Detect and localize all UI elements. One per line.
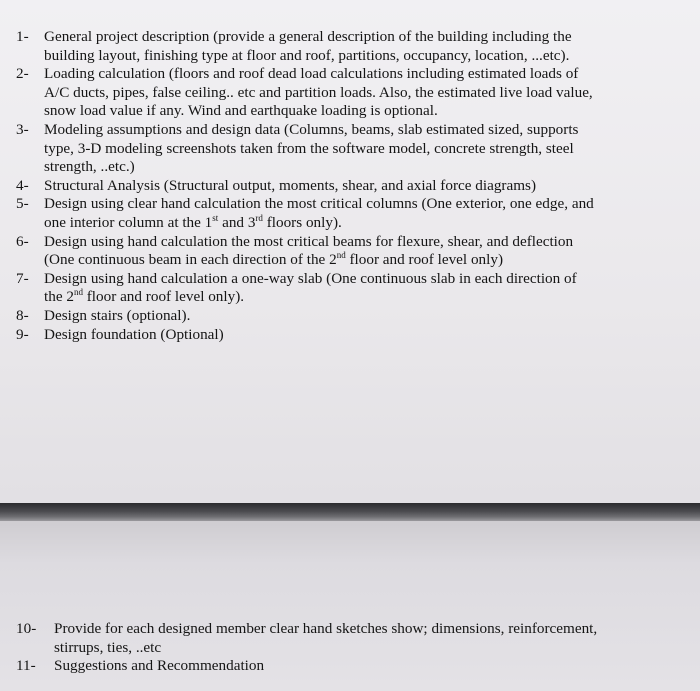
item-text-line: General project description (provide a general description of the building including the [44, 28, 572, 45]
list-item-5 [16, 195, 684, 232]
item-text-line: Modeling assumptions and design data (Columns, beams, slab estimated sized, supports [44, 120, 579, 138]
list-item-10 [16, 620, 684, 657]
requirements-list [16, 28, 684, 344]
item-text-line: strength, ..etc.) [44, 158, 135, 176]
item-text-line: Loading calculation (floors and roof dead load calculations including estimated loads of [44, 65, 579, 83]
list-item-2 [16, 65, 684, 121]
requirements-list-continued [16, 620, 684, 676]
item-text-line: Design foundation (Optional) [44, 325, 224, 343]
item-number: 10- [16, 620, 37, 637]
item-text-line: building layout, finishing type at floor and roof, partitions, occupancy, location, ...etc). [44, 46, 570, 64]
item-text-line: (One continuous beam in each direction of the 2nd floor and roof level only) [44, 250, 503, 269]
list-item-1 [16, 28, 684, 65]
list-item-7 [16, 270, 684, 307]
item-number: 3- [16, 120, 29, 138]
list-item-6 [16, 233, 684, 270]
item-text-line: Design using hand calculation the most critical beams for flexure, shear, and deflection [44, 232, 574, 250]
item-number: 2- [16, 65, 29, 83]
item-text-line: the 2nd floor and roof level only). [44, 287, 245, 306]
item-text-line: Provide for each designed member clear hand sketches show; dimensions, reinforcement, [54, 620, 598, 637]
item-number: 7- [16, 269, 29, 287]
item-text-line: Structural Analysis (Structural output, moments, shear, and axial force diagrams) [44, 176, 537, 194]
list-item-8 [16, 307, 684, 326]
list-item-9 [16, 326, 684, 345]
item-number: 6- [16, 232, 29, 250]
page-divider [0, 503, 700, 521]
list-item-4 [16, 177, 684, 196]
item-text-line: Design using clear hand calculation the most critical columns (One exterior, one edge, and [44, 195, 594, 213]
item-number: 8- [16, 306, 29, 324]
item-text-line: Design using hand calculation a one-way slab (One continuous slab in each direction of [44, 269, 577, 287]
item-text-line: one interior column at the 1st and 3rd floors only). [44, 212, 342, 231]
item-number: 5- [16, 195, 29, 213]
item-text-line: Suggestions and Recommendation [54, 657, 265, 675]
item-text-line: snow load value if any. Wind and earthquake loading is optional. [44, 102, 438, 120]
item-text-line: Design stairs (optional). [44, 306, 191, 324]
item-number: 4- [16, 176, 29, 194]
list-item-3 [16, 121, 684, 177]
item-number: 9- [16, 325, 29, 343]
item-text-line: stirrups, ties, ..etc [54, 638, 162, 656]
item-text-line: A/C ducts, pipes, false ceiling.. etc and partition loads. Also, the estimated live load value, [44, 83, 593, 101]
item-number: 11- [16, 657, 36, 675]
list-item-11 [16, 657, 684, 676]
item-number: 1- [16, 28, 29, 45]
item-text-line: type, 3-D modeling screenshots taken from the software model, concrete strength, steel [44, 139, 574, 157]
